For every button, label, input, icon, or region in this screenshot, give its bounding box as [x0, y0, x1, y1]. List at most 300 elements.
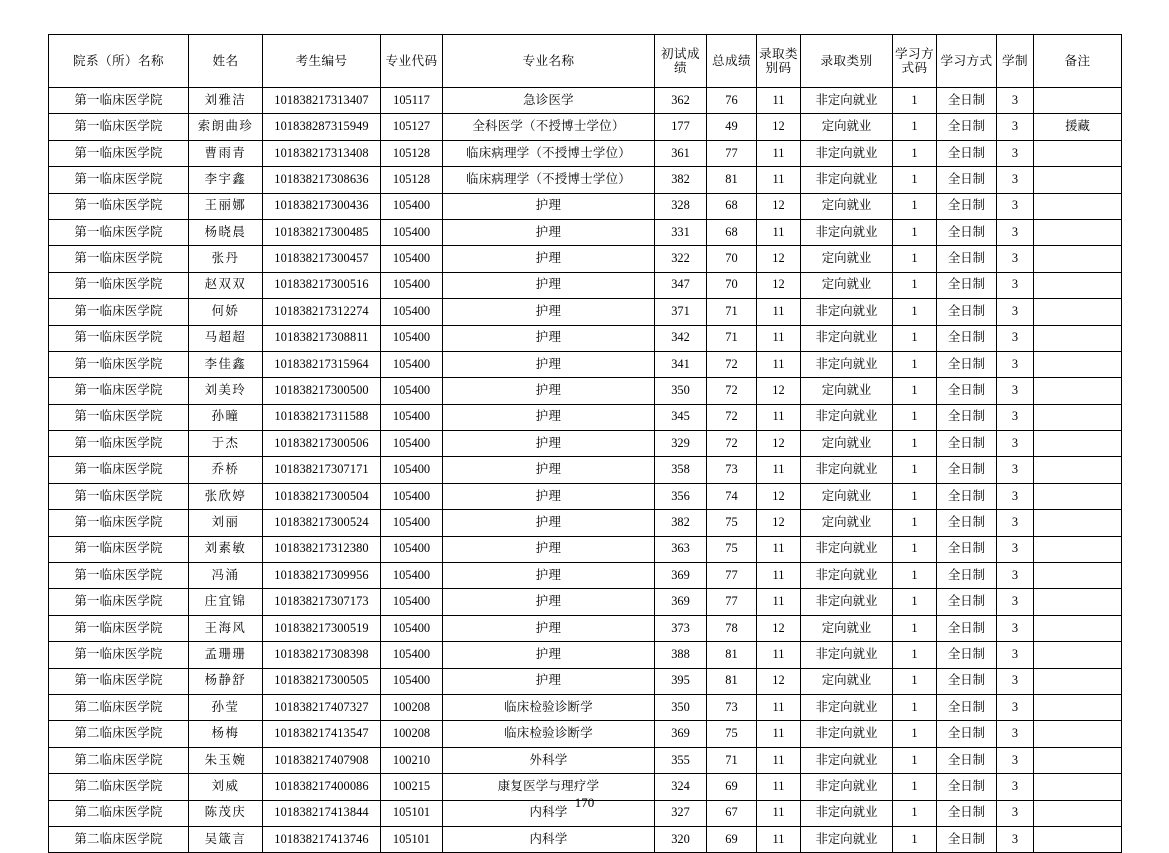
cell-total-score: 67 [707, 800, 757, 826]
table-row [49, 325, 1122, 351]
cell-total-score: 72 [707, 351, 757, 377]
cell-study-mode-code: 1 [893, 193, 937, 219]
cell-study-mode: 全日制 [937, 431, 997, 457]
cell-study-mode: 全日制 [937, 167, 997, 193]
cell-admission-type: 定向就业 [801, 668, 893, 694]
cell-first-exam-score: 350 [655, 694, 707, 720]
cell-study-mode-code: 1 [893, 536, 937, 562]
cell-study-mode-code: 1 [893, 219, 937, 245]
cell-admission-type: 定向就业 [801, 114, 893, 140]
cell-major-name: 护理 [443, 272, 655, 298]
table-row [49, 378, 1122, 404]
cell-admission-type: 非定向就业 [801, 351, 893, 377]
cell-duration: 3 [997, 774, 1034, 800]
cell-major-name: 护理 [443, 219, 655, 245]
cell-admission-type-code: 12 [757, 510, 801, 536]
cell-remark [1034, 219, 1122, 245]
cell-study-mode: 全日制 [937, 114, 997, 140]
cell-first-exam-score: 361 [655, 140, 707, 166]
table-header-row [49, 35, 1122, 88]
cell-first-exam-score: 358 [655, 457, 707, 483]
cell-study-mode: 全日制 [937, 694, 997, 720]
cell-department: 第一临床医学院 [49, 140, 189, 166]
cell-study-mode-code: 1 [893, 272, 937, 298]
table-row [49, 140, 1122, 166]
table-row [49, 563, 1122, 589]
cell-admission-type: 定向就业 [801, 272, 893, 298]
cell-department: 第二临床医学院 [49, 800, 189, 826]
cell-exam-number: 101838217312380 [263, 536, 381, 562]
cell-duration: 3 [997, 378, 1034, 404]
table-row [49, 404, 1122, 430]
cell-name: 乔桥 [189, 457, 263, 483]
cell-exam-number: 101838217300500 [263, 378, 381, 404]
cell-admission-type-code: 11 [757, 457, 801, 483]
cell-admission-type: 定向就业 [801, 615, 893, 641]
cell-department: 第二临床医学院 [49, 826, 189, 852]
cell-name: 孙曈 [189, 404, 263, 430]
cell-department: 第二临床医学院 [49, 694, 189, 720]
cell-total-score: 71 [707, 325, 757, 351]
cell-total-score: 77 [707, 589, 757, 615]
cell-department: 第一临床医学院 [49, 431, 189, 457]
cell-department: 第一临床医学院 [49, 404, 189, 430]
cell-department: 第一临床医学院 [49, 668, 189, 694]
table-row [49, 536, 1122, 562]
table-row [49, 272, 1122, 298]
cell-first-exam-score: 388 [655, 642, 707, 668]
cell-study-mode-code: 1 [893, 431, 937, 457]
cell-study-mode: 全日制 [937, 510, 997, 536]
cell-admission-type-code: 12 [757, 193, 801, 219]
cell-major-name: 护理 [443, 246, 655, 272]
cell-exam-number: 101838217300436 [263, 193, 381, 219]
cell-name: 王丽娜 [189, 193, 263, 219]
table-row [49, 431, 1122, 457]
cell-remark [1034, 668, 1122, 694]
cell-first-exam-score: 363 [655, 536, 707, 562]
cell-remark [1034, 325, 1122, 351]
cell-admission-type: 非定向就业 [801, 219, 893, 245]
cell-major-code: 105101 [381, 800, 443, 826]
cell-admission-type-code: 11 [757, 642, 801, 668]
cell-first-exam-score: 369 [655, 589, 707, 615]
cell-major-name: 急诊医学 [443, 88, 655, 114]
cell-first-exam-score: 322 [655, 246, 707, 272]
cell-major-code: 105128 [381, 140, 443, 166]
cell-duration: 3 [997, 694, 1034, 720]
cell-exam-number: 101838217313407 [263, 88, 381, 114]
cell-admission-type: 非定向就业 [801, 589, 893, 615]
table-row [49, 615, 1122, 641]
table-body [49, 88, 1122, 853]
table-row [49, 589, 1122, 615]
cell-study-mode-code: 1 [893, 668, 937, 694]
cell-first-exam-score: 373 [655, 615, 707, 641]
cell-study-mode: 全日制 [937, 563, 997, 589]
cell-admission-type-code: 12 [757, 668, 801, 694]
column-header-remark: 备注 [1034, 35, 1122, 88]
cell-duration: 3 [997, 299, 1034, 325]
cell-admission-type: 定向就业 [801, 246, 893, 272]
cell-exam-number: 101838217300485 [263, 219, 381, 245]
cell-admission-type-code: 12 [757, 114, 801, 140]
cell-major-code: 105400 [381, 668, 443, 694]
cell-admission-type: 非定向就业 [801, 167, 893, 193]
cell-department: 第一临床医学院 [49, 457, 189, 483]
cell-name: 吴箴言 [189, 826, 263, 852]
cell-department: 第一临床医学院 [49, 563, 189, 589]
cell-name: 孙莹 [189, 694, 263, 720]
cell-admission-type: 非定向就业 [801, 747, 893, 773]
cell-major-name: 内科学 [443, 800, 655, 826]
cell-name: 杨静舒 [189, 668, 263, 694]
cell-major-code: 105400 [381, 642, 443, 668]
table-row [49, 88, 1122, 114]
cell-department: 第一临床医学院 [49, 219, 189, 245]
cell-study-mode-code: 1 [893, 800, 937, 826]
cell-remark [1034, 193, 1122, 219]
cell-first-exam-score: 347 [655, 272, 707, 298]
cell-admission-type-code: 11 [757, 589, 801, 615]
column-header-admission-type: 录取类别 [801, 35, 893, 88]
cell-first-exam-score: 382 [655, 167, 707, 193]
cell-first-exam-score: 329 [655, 431, 707, 457]
cell-major-code: 105117 [381, 88, 443, 114]
cell-admission-type-code: 11 [757, 404, 801, 430]
cell-remark [1034, 404, 1122, 430]
cell-total-score: 75 [707, 721, 757, 747]
cell-major-name: 临床检验诊断学 [443, 694, 655, 720]
column-header-name: 姓名 [189, 35, 263, 88]
cell-duration: 3 [997, 589, 1034, 615]
cell-major-name: 临床病理学（不授博士学位） [443, 167, 655, 193]
cell-first-exam-score: 341 [655, 351, 707, 377]
cell-study-mode-code: 1 [893, 404, 937, 430]
cell-remark [1034, 378, 1122, 404]
cell-remark [1034, 351, 1122, 377]
cell-remark [1034, 483, 1122, 509]
cell-total-score: 49 [707, 114, 757, 140]
cell-admission-type: 非定向就业 [801, 88, 893, 114]
cell-study-mode-code: 1 [893, 510, 937, 536]
cell-admission-type-code: 11 [757, 721, 801, 747]
cell-study-mode-code: 1 [893, 747, 937, 773]
cell-study-mode: 全日制 [937, 483, 997, 509]
cell-total-score: 81 [707, 668, 757, 694]
cell-exam-number: 101838217309956 [263, 563, 381, 589]
cell-study-mode-code: 1 [893, 774, 937, 800]
cell-name: 陈茂庆 [189, 800, 263, 826]
cell-total-score: 81 [707, 167, 757, 193]
cell-exam-number: 101838217300457 [263, 246, 381, 272]
cell-total-score: 68 [707, 219, 757, 245]
cell-study-mode: 全日制 [937, 193, 997, 219]
cell-exam-number: 101838217315964 [263, 351, 381, 377]
cell-admission-type: 非定向就业 [801, 826, 893, 852]
cell-first-exam-score: 328 [655, 193, 707, 219]
column-header-exam-number: 考生编号 [263, 35, 381, 88]
cell-department: 第一临床医学院 [49, 325, 189, 351]
cell-exam-number: 101838217413844 [263, 800, 381, 826]
cell-exam-number: 101838217407908 [263, 747, 381, 773]
cell-major-name: 护理 [443, 378, 655, 404]
cell-duration: 3 [997, 615, 1034, 641]
cell-remark [1034, 694, 1122, 720]
cell-duration: 3 [997, 219, 1034, 245]
page-number: 170 [574, 795, 595, 810]
cell-admission-type-code: 11 [757, 563, 801, 589]
cell-exam-number: 101838217407327 [263, 694, 381, 720]
cell-study-mode: 全日制 [937, 404, 997, 430]
cell-exam-number: 101838217300524 [263, 510, 381, 536]
cell-study-mode-code: 1 [893, 589, 937, 615]
cell-admission-type-code: 12 [757, 615, 801, 641]
cell-admission-type-code: 12 [757, 378, 801, 404]
cell-exam-number: 101838287315949 [263, 114, 381, 140]
cell-admission-type-code: 11 [757, 351, 801, 377]
cell-total-score: 72 [707, 378, 757, 404]
cell-admission-type-code: 11 [757, 826, 801, 852]
cell-major-code: 100208 [381, 694, 443, 720]
cell-admission-type-code: 11 [757, 88, 801, 114]
cell-name: 张丹 [189, 246, 263, 272]
cell-admission-type-code: 11 [757, 800, 801, 826]
cell-first-exam-score: 371 [655, 299, 707, 325]
cell-admission-type: 定向就业 [801, 483, 893, 509]
cell-duration: 3 [997, 193, 1034, 219]
column-header-major-code: 专业代码 [381, 35, 443, 88]
cell-exam-number: 101838217300505 [263, 668, 381, 694]
cell-exam-number: 101838217308636 [263, 167, 381, 193]
cell-first-exam-score: 350 [655, 378, 707, 404]
cell-admission-type: 非定向就业 [801, 404, 893, 430]
cell-major-code: 105128 [381, 167, 443, 193]
cell-major-name: 护理 [443, 589, 655, 615]
cell-study-mode: 全日制 [937, 589, 997, 615]
cell-total-score: 75 [707, 510, 757, 536]
cell-exam-number: 101838217308811 [263, 325, 381, 351]
cell-study-mode-code: 1 [893, 167, 937, 193]
cell-duration: 3 [997, 721, 1034, 747]
cell-department: 第一临床医学院 [49, 114, 189, 140]
cell-major-code: 100208 [381, 721, 443, 747]
cell-department: 第一临床医学院 [49, 642, 189, 668]
cell-major-code: 105127 [381, 114, 443, 140]
cell-first-exam-score: 342 [655, 325, 707, 351]
cell-department: 第一临床医学院 [49, 615, 189, 641]
column-header-duration: 学制 [997, 35, 1034, 88]
cell-admission-type: 定向就业 [801, 378, 893, 404]
table-row [49, 114, 1122, 140]
cell-first-exam-score: 362 [655, 88, 707, 114]
cell-name: 何娇 [189, 299, 263, 325]
cell-name: 朱玉婉 [189, 747, 263, 773]
cell-major-name: 内科学 [443, 826, 655, 852]
cell-major-name: 临床检验诊断学 [443, 721, 655, 747]
table-header [49, 35, 1122, 88]
cell-study-mode-code: 1 [893, 721, 937, 747]
cell-total-score: 76 [707, 88, 757, 114]
cell-study-mode-code: 1 [893, 299, 937, 325]
cell-first-exam-score: 331 [655, 219, 707, 245]
cell-duration: 3 [997, 272, 1034, 298]
cell-admission-type: 非定向就业 [801, 536, 893, 562]
cell-department: 第一临床医学院 [49, 272, 189, 298]
cell-study-mode: 全日制 [937, 536, 997, 562]
cell-study-mode: 全日制 [937, 140, 997, 166]
cell-department: 第一临床医学院 [49, 246, 189, 272]
table-row [49, 167, 1122, 193]
cell-total-score: 73 [707, 457, 757, 483]
cell-major-name: 护理 [443, 536, 655, 562]
cell-total-score: 77 [707, 140, 757, 166]
cell-first-exam-score: 345 [655, 404, 707, 430]
cell-duration: 3 [997, 351, 1034, 377]
cell-major-name: 护理 [443, 668, 655, 694]
cell-department: 第二临床医学院 [49, 774, 189, 800]
cell-major-code: 105400 [381, 483, 443, 509]
cell-remark [1034, 615, 1122, 641]
cell-admission-type-code: 11 [757, 299, 801, 325]
cell-first-exam-score: 320 [655, 826, 707, 852]
cell-department: 第一临床医学院 [49, 351, 189, 377]
cell-major-code: 105400 [381, 325, 443, 351]
cell-major-code: 100215 [381, 774, 443, 800]
cell-name: 张欣婷 [189, 483, 263, 509]
cell-remark [1034, 457, 1122, 483]
cell-name: 刘美玲 [189, 378, 263, 404]
cell-study-mode: 全日制 [937, 325, 997, 351]
cell-name: 孟珊珊 [189, 642, 263, 668]
cell-admission-type-code: 11 [757, 140, 801, 166]
cell-admission-type: 非定向就业 [801, 563, 893, 589]
cell-remark [1034, 589, 1122, 615]
cell-study-mode-code: 1 [893, 140, 937, 166]
cell-duration: 3 [997, 747, 1034, 773]
cell-department: 第二临床医学院 [49, 721, 189, 747]
cell-department: 第二临床医学院 [49, 747, 189, 773]
cell-name: 李宇鑫 [189, 167, 263, 193]
cell-remark [1034, 88, 1122, 114]
cell-admission-type-code: 12 [757, 483, 801, 509]
cell-study-mode-code: 1 [893, 325, 937, 351]
column-header-admission-type-code: 录取类别码 [757, 35, 801, 88]
cell-name: 刘威 [189, 774, 263, 800]
cell-study-mode-code: 1 [893, 378, 937, 404]
cell-total-score: 69 [707, 826, 757, 852]
cell-major-code: 105400 [381, 219, 443, 245]
cell-remark [1034, 510, 1122, 536]
cell-department: 第一临床医学院 [49, 88, 189, 114]
cell-exam-number: 101838217300504 [263, 483, 381, 509]
cell-total-score: 70 [707, 246, 757, 272]
cell-study-mode: 全日制 [937, 615, 997, 641]
cell-major-name: 临床病理学（不授博士学位） [443, 140, 655, 166]
cell-remark [1034, 642, 1122, 668]
cell-department: 第一临床医学院 [49, 299, 189, 325]
cell-admission-type: 非定向就业 [801, 642, 893, 668]
cell-study-mode: 全日制 [937, 774, 997, 800]
cell-duration: 3 [997, 668, 1034, 694]
cell-exam-number: 101838217300519 [263, 615, 381, 641]
cell-admission-type-code: 12 [757, 431, 801, 457]
cell-first-exam-score: 327 [655, 800, 707, 826]
column-header-total-score: 总成绩 [707, 35, 757, 88]
cell-total-score: 78 [707, 615, 757, 641]
cell-duration: 3 [997, 88, 1034, 114]
cell-major-code: 105400 [381, 563, 443, 589]
cell-name: 于杰 [189, 431, 263, 457]
cell-remark [1034, 536, 1122, 562]
cell-duration: 3 [997, 642, 1034, 668]
table-row [49, 642, 1122, 668]
cell-study-mode: 全日制 [937, 668, 997, 694]
cell-study-mode: 全日制 [937, 642, 997, 668]
cell-study-mode-code: 1 [893, 351, 937, 377]
cell-major-name: 外科学 [443, 747, 655, 773]
cell-study-mode-code: 1 [893, 246, 937, 272]
cell-total-score: 69 [707, 774, 757, 800]
cell-study-mode: 全日制 [937, 747, 997, 773]
cell-total-score: 72 [707, 404, 757, 430]
cell-total-score: 72 [707, 431, 757, 457]
cell-exam-number: 101838217300506 [263, 431, 381, 457]
cell-exam-number: 101838217400086 [263, 774, 381, 800]
cell-major-name: 护理 [443, 457, 655, 483]
cell-study-mode-code: 1 [893, 826, 937, 852]
cell-duration: 3 [997, 483, 1034, 509]
cell-admission-type: 非定向就业 [801, 694, 893, 720]
cell-name: 王海风 [189, 615, 263, 641]
cell-duration: 3 [997, 325, 1034, 351]
cell-first-exam-score: 382 [655, 510, 707, 536]
table-row [49, 668, 1122, 694]
cell-total-score: 71 [707, 747, 757, 773]
cell-study-mode: 全日制 [937, 299, 997, 325]
cell-exam-number: 101838217307173 [263, 589, 381, 615]
cell-name: 赵双双 [189, 272, 263, 298]
cell-major-code: 105400 [381, 536, 443, 562]
cell-study-mode: 全日制 [937, 826, 997, 852]
cell-remark [1034, 299, 1122, 325]
cell-name: 冯涌 [189, 563, 263, 589]
table-row [49, 457, 1122, 483]
cell-exam-number: 101838217413746 [263, 826, 381, 852]
cell-admission-type: 非定向就业 [801, 721, 893, 747]
cell-study-mode: 全日制 [937, 219, 997, 245]
cell-study-mode-code: 1 [893, 88, 937, 114]
cell-major-code: 105400 [381, 351, 443, 377]
cell-admission-type-code: 11 [757, 747, 801, 773]
table-row [49, 483, 1122, 509]
cell-major-name: 护理 [443, 483, 655, 509]
cell-remark: 援藏 [1034, 114, 1122, 140]
cell-major-name: 护理 [443, 563, 655, 589]
cell-name: 杨晓晨 [189, 219, 263, 245]
cell-study-mode-code: 1 [893, 694, 937, 720]
cell-first-exam-score: 356 [655, 483, 707, 509]
cell-remark [1034, 563, 1122, 589]
cell-study-mode: 全日制 [937, 378, 997, 404]
cell-name: 索朗曲珍 [189, 114, 263, 140]
cell-admission-type: 非定向就业 [801, 800, 893, 826]
cell-major-name: 护理 [443, 431, 655, 457]
cell-total-score: 70 [707, 272, 757, 298]
cell-exam-number: 101838217413547 [263, 721, 381, 747]
cell-name: 刘丽 [189, 510, 263, 536]
cell-name: 曹雨青 [189, 140, 263, 166]
